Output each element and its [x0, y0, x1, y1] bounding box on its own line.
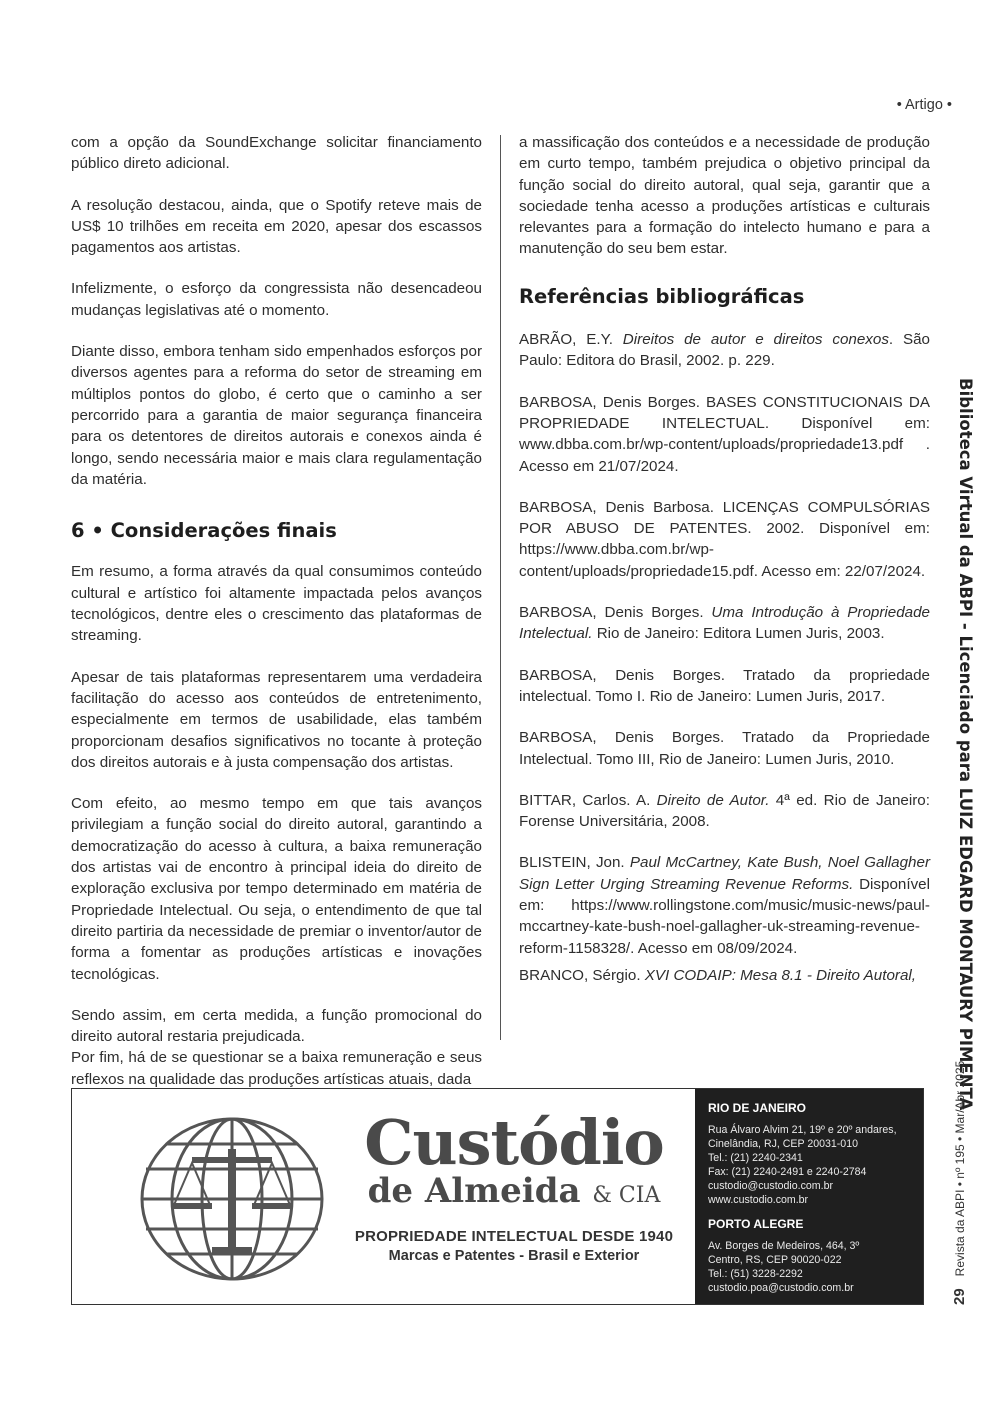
left-column [71, 132, 482, 1090]
paragraph: Apesar de tais plataformas representarem uma verdadeira facilitação do acesso aos conteúdos de entretenimento, especialmente em termos de usabilidade, elas também proporcionam desafios significativos no tocante à proteção dos direitos autorais e à justa compensação dos artistas. [71, 668, 482, 771]
office-city: RIO DE JANEIRO [708, 1101, 807, 1115]
paragraph: a massificação dos conteúdos e a necessidade de produção em curto tempo, também prejudica o objetivo principal da função social do direito autoral, qual seja, garantir que a sociedade tenha acesso a produções artísticas e culturais relevantes para a formação do intelecto humano e para a manutenção do seu bem estar. [519, 134, 930, 258]
paragraph: Por fim, há de se questionar se a baixa remuneração e seus reflexos na qualidade das produções artísticas atuais, dada [71, 1049, 482, 1088]
reference-text: BARBOSA, Denis Borges. Tratado da propriedade intelectual. Tomo I. Rio de Janeiro: Lumen Juris, 2017. [519, 666, 930, 705]
right-column [519, 132, 930, 1006]
reference-text: BARBOSA, Denis Barbosa. LICENÇAS COMPULSÓRIAS POR ABUSO DE PATENTES. 2002. Disponível em: https://www.dbba.com.br/wp-content/uploads/propriedade15.pdf. Acesso em: 22/07/2024. [519, 498, 930, 580]
section-tag: • Artigo • [896, 97, 952, 113]
paragraph: Diante disso, embora tenham sido empenhados esforços por diversos agentes para a reforma do setor de streaming em múltiplos pontos do globo, é certo que o caminho a ser percorrido para a garantia de maior segurança financeira para os detentores de direitos autorais e conexos ainda é longo, sendo necessária maior e mais clara regulamentação da matéria. [71, 343, 482, 488]
journal-issue: Revista da ABPI • nº 195 • Mar/Abr 2025 [953, 1060, 967, 1277]
reference-text: BRANCO, Sérgio. [519, 966, 645, 984]
reference-text: . São Paulo: Editora do Brasil, 2002. p. 229. [519, 331, 930, 370]
advertisement [71, 1088, 924, 1305]
reference-text: Rio de Janeiro: Editora Lumen Juris, 2003. [592, 625, 885, 643]
ad-tagline: PROPRIEDADE INTELECTUAL DESDE 1940 [354, 1228, 674, 1245]
ad-contact-panel [695, 1089, 923, 1304]
section-heading: 6 • Considerações finais [71, 519, 337, 543]
reference-text: BARBOSA, Denis Borges. [519, 604, 712, 622]
reference-text: BARBOSA, Denis Borges. BASES CONSTITUCIONAIS DA PROPRIEDADE INTELECTUAL. Disponível em: www.dbba.com.br/wp-content/uploads/propriedade13.pdf . Acesso em 21/07/2024. [519, 393, 930, 475]
ad-tagline-secondary: Marcas e Patentes - Brasil e Exterior [388, 1248, 640, 1264]
ad-brand [349, 1106, 679, 1264]
paragraph: Infelizmente, o esforço da congressista não desencadeou mudanças legislativas até o momento. [71, 280, 482, 319]
office-contact-line: Cinelândia, RJ, CEP 20031-010 [708, 1138, 858, 1150]
reference-title: Direito de Autor. [656, 791, 770, 809]
paragraph: com a opção da SoundExchange solicitar financiamento público direto adicional. [71, 134, 482, 173]
office-contact-line: custodio@custodio.com.br [708, 1180, 833, 1192]
paragraph: Com efeito, ao mesmo tempo em que tais avanços privilegiam a função social do direito autoral, garantindo a democratização do acesso à cultura, a baixa remuneração dos artistas vai de encontro à principal ideia do direito de exploração exclusiva por tempo determinado em matéria de Propriedade Intelectual. Ou seja, o entendimento de que tal direito partiria da necessidade de premiar o inventor/autor de forma a fomentar as produções artísticas e inovações tecnológicas. [71, 795, 482, 983]
journal-footer [951, 1061, 968, 1305]
license-note: Biblioteca Virtual da ABPI - Licenciado para LUIZ EDGARD MONTAURY PIMENTA [956, 378, 975, 1111]
references-heading: Referências bibliográficas [519, 284, 805, 308]
brand-amp: & CIA [592, 1183, 661, 1208]
office-city: PORTO ALEGRE [708, 1217, 804, 1231]
reference-item [519, 665, 930, 708]
reference-list [519, 329, 930, 986]
paragraph: A resolução destacou, ainda, que o Spotify reteve mais de US$ 10 trilhões em receita em 2020, apesar dos escassos pagamentos aos artistas. [71, 196, 482, 257]
reference-item [519, 727, 930, 770]
reference-item [519, 329, 930, 372]
reference-item [519, 790, 930, 833]
reference-text: ABRÃO, E.Y. [519, 331, 623, 349]
office-contact-line: Av. Borges de Medeiros, 464, 3º [708, 1240, 860, 1252]
column-divider [500, 135, 501, 1040]
reference-item [519, 602, 930, 645]
reference-title: Uma Introdução à Propriedade Intelectual. [519, 604, 931, 643]
globe-scales-logo-icon [132, 1109, 332, 1289]
office-contact-line: custodio.poa@custodio.com.br [708, 1282, 854, 1294]
reference-text: Disponível em: https://www.rollingstone.com/music/music-news/paul-mccartney-kate-bush-noel-gallagher-uk-streaming-revenue-reform-1158328/. Acesso em 08/09/2024. [519, 875, 931, 957]
office-contact-line: Rua Álvaro Alvim 21, 19º e 20º andares, [708, 1124, 897, 1136]
reference-text: BLISTEIN, Jon. [519, 854, 630, 872]
reference-text: BITTAR, Carlos. A. [519, 791, 657, 809]
reference-item [519, 965, 930, 986]
reference-item [519, 392, 930, 477]
brand-sub: de Almeida [367, 1171, 581, 1211]
page-number: 29 [951, 1288, 968, 1305]
reference-item [519, 497, 930, 582]
reference-text: 4ª ed. Rio de Janeiro: Forense Universitária, 2008. [519, 791, 930, 831]
office-contact-line: Tel.: (51) 3228-2292 [708, 1268, 803, 1280]
brand-name: Custódio [364, 1106, 664, 1179]
office-contact-line: Centro, RS, CEP 90020-022 [708, 1254, 842, 1266]
paragraph: Sendo assim, em certa medida, a função promocional do direito autoral restaria prejudicada. [71, 1006, 482, 1046]
reference-title: Paul McCartney, Kate Bush, Noel Gallagher Sign Letter Urging Streaming Revenue Reforms. [519, 854, 930, 893]
reference-title: XVI CODAIP: Mesa 8.1 - Direito Autoral, [644, 966, 916, 984]
reference-title: Direitos de autor e direitos conexos [622, 331, 889, 349]
brand-subtitle [349, 1173, 679, 1214]
office-contact-line: Fax: (21) 2240-2491 e 2240-2784 [708, 1166, 867, 1178]
paragraph: Em resumo, a forma através da qual consumimos conteúdo cultural e artístico foi altamente impactada pelos avanços tecnológicos, dentre eles o crescimento das plataformas de streaming. [71, 563, 482, 645]
reference-item [519, 852, 930, 958]
office-contact-line: www.custodio.com.br [708, 1194, 809, 1206]
reference-text: BARBOSA, Denis Borges. Tratado da Propriedade Intelectual. Tomo III, Rio de Janeiro: Lumen Juris, 2010. [519, 729, 930, 768]
office-contact-line: Tel.: (21) 2240-2341 [708, 1152, 803, 1164]
